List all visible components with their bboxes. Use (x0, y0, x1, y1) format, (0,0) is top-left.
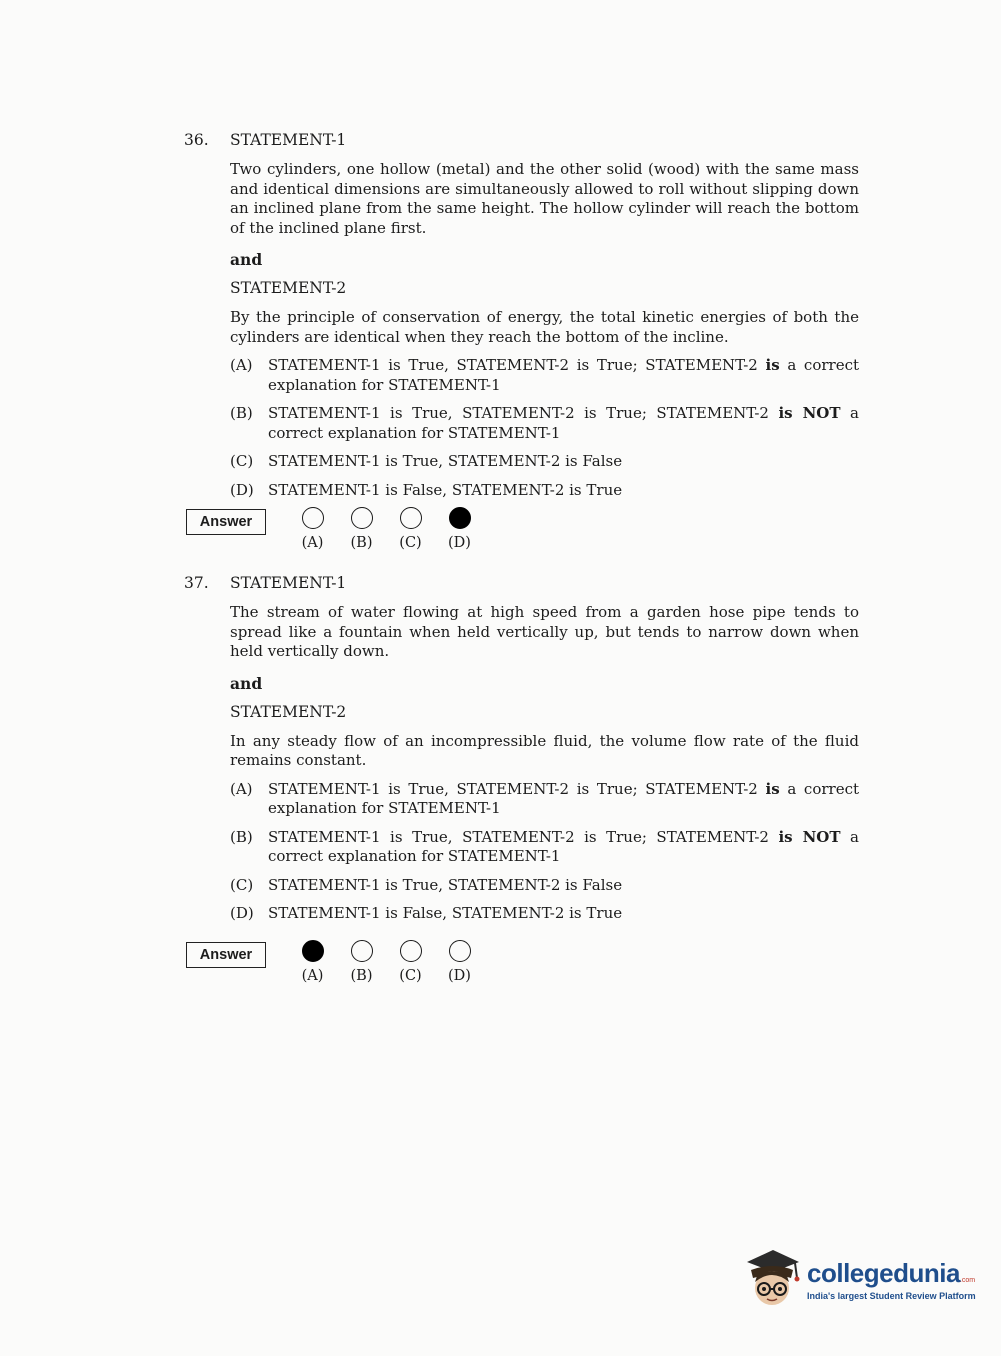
logo-tagline: India's largest Student Review Platform (807, 1290, 976, 1301)
bubble-c[interactable] (386, 940, 435, 984)
statement2-label: STATEMENT-2 (230, 702, 347, 721)
option-text-post: a correct explanation for STATEMENT-1 (268, 356, 859, 394)
logo-wordmark (807, 1258, 976, 1289)
bubble-d[interactable] (435, 507, 484, 551)
option-letter: (B) (230, 827, 253, 846)
question-header (184, 131, 859, 149)
option-text-bold: is (765, 779, 780, 798)
bubble-c[interactable] (386, 507, 435, 551)
answer-bubble[interactable] (302, 940, 324, 962)
option-text-pre: STATEMENT-1 is True, STATEMENT-2 is True; STATEMENT-2 (268, 356, 766, 374)
option-letter: (A) (230, 356, 253, 374)
option-letter: (C) (230, 452, 254, 470)
bubble-label: (C) (399, 968, 422, 984)
graduate-mascot-icon (743, 1248, 801, 1310)
statement2-text: In any steady flow of an incompressible fluid, the volume flow rate of the fluid remains constant. (230, 731, 859, 769)
bubble-label: (A) (301, 535, 324, 551)
answer-bubble[interactable] (449, 507, 471, 529)
option-text-bold: is NOT (778, 827, 841, 846)
statement2-text: By the principle of conservation of energy, the total kinetic energies of both the cylinders are identical when they reach the bottom of the incline. (230, 308, 859, 346)
option-b (230, 404, 859, 443)
option-letter: (D) (230, 480, 254, 499)
bubble-a[interactable] (288, 507, 337, 551)
question-number: 37. (184, 574, 209, 592)
option-text-bold: is NOT (778, 404, 841, 422)
answer-bubble[interactable] (449, 940, 471, 962)
answer-label: Answer (186, 942, 266, 968)
answer-bubbles (288, 507, 484, 551)
statement1-label: STATEMENT-1 (230, 574, 347, 592)
logo-text (807, 1258, 976, 1301)
question-37 (184, 574, 859, 924)
bubble-b[interactable] (337, 507, 386, 551)
option-text (268, 404, 859, 443)
statement1-text: The stream of water flowing at high speed from a garden hose pipe tends to spread like a fountain when held vertically up, but tends to narrow down when held vertically down. (230, 603, 859, 660)
question-number: 36. (184, 131, 209, 149)
option-text: STATEMENT-1 is True, STATEMENT-2 is False (268, 452, 623, 470)
option-text-pre: STATEMENT-1 is True, STATEMENT-2 is True; STATEMENT-2 (268, 404, 779, 422)
option-text (268, 780, 859, 819)
bubble-label: (A) (301, 968, 324, 984)
bubble-label: (B) (350, 535, 373, 551)
option-text-pre: STATEMENT-1 is True, STATEMENT-2 is True; STATEMENT-2 (268, 827, 779, 846)
bubble-label: (C) (399, 535, 422, 551)
collegedunia-logo (743, 1248, 976, 1310)
bubble-d[interactable] (435, 940, 484, 984)
option-c (230, 452, 859, 472)
logo-name: collegedunia (807, 1257, 960, 1288)
answer-bubble[interactable] (400, 507, 422, 529)
question-body (230, 603, 859, 924)
answer-bubble[interactable] (351, 507, 373, 529)
statement2-label: STATEMENT-2 (230, 279, 347, 297)
and-label: and (230, 673, 263, 693)
option-text: STATEMENT-1 is True, STATEMENT-2 is False (268, 875, 623, 894)
answer-label: Answer (186, 509, 266, 535)
answer-bubble[interactable] (400, 940, 422, 962)
option-text-post: a correct explanation for STATEMENT-1 (268, 827, 860, 865)
answer-bubbles (288, 940, 484, 984)
option-a (230, 356, 859, 395)
option-letter: (A) (230, 779, 253, 798)
option-letter: (D) (230, 904, 254, 922)
logo-suffix: .com (959, 1276, 976, 1284)
option-text: STATEMENT-1 is False, STATEMENT-2 is True (268, 904, 623, 922)
option-letter: (C) (230, 875, 254, 894)
option-d (230, 904, 859, 924)
statement1-text: Two cylinders, one hollow (metal) and the other solid (wood) with the same mass and identical dimensions are simultaneously allowed to roll without slipping down an inclined plane from the same height. The hollow cylinder will reach the bottom of the inclined plane first. (230, 160, 859, 237)
question-body (230, 160, 859, 500)
option-b (230, 828, 859, 867)
bubble-a[interactable] (288, 940, 337, 984)
option-text-post: a correct explanation for STATEMENT-1 (268, 404, 860, 442)
statement1-label: STATEMENT-1 (230, 131, 347, 149)
option-c (230, 876, 859, 896)
option-a (230, 780, 859, 819)
and-label: and (230, 250, 263, 269)
answer-bubble[interactable] (302, 507, 324, 529)
bubble-label: (D) (448, 535, 471, 551)
option-d (230, 481, 859, 501)
question-header (184, 574, 859, 592)
option-text (268, 356, 859, 395)
answer-row-37 (186, 940, 484, 984)
option-letter: (B) (230, 404, 253, 422)
option-text-post: a correct explanation for STATEMENT-1 (268, 779, 859, 817)
answer-row-36 (186, 507, 484, 551)
option-text: STATEMENT-1 is False, STATEMENT-2 is True (268, 480, 623, 499)
bubble-label: (D) (448, 968, 471, 984)
answer-bubble[interactable] (351, 940, 373, 962)
option-text-bold: is (765, 356, 780, 374)
bubble-label: (B) (350, 968, 373, 984)
option-text (268, 828, 859, 867)
question-36 (184, 131, 859, 500)
option-text-pre: STATEMENT-1 is True, STATEMENT-2 is True; STATEMENT-2 (268, 779, 766, 798)
bubble-b[interactable] (337, 940, 386, 984)
